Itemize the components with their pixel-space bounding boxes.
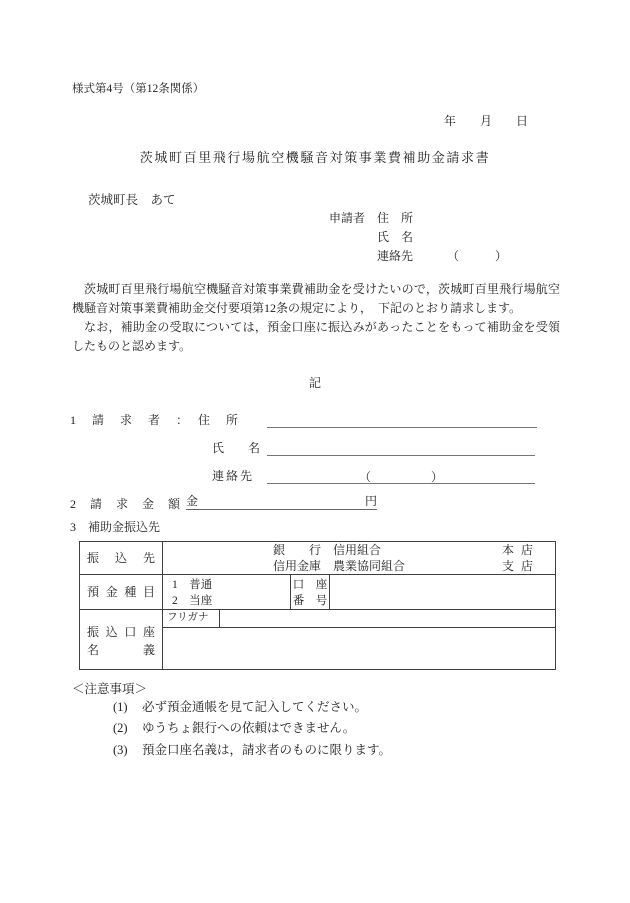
applicant-address-label: 申請者 住 所 [329, 211, 414, 225]
body-paragraph-2: なお，補助金の受取については，預金口座に振込みがあったことをもって補助金を受領したものと認めます。 [72, 320, 560, 354]
account-type-option-2: 2 当座 [172, 595, 213, 607]
claimant-contact-row [212, 468, 535, 484]
claimant-address-label: 1 請 求 者 ： 住 所 [70, 413, 241, 427]
claimant-name-label: 氏 名 [212, 441, 267, 455]
applicant-contact-label: 連絡先 [377, 249, 414, 263]
note-item [72, 718, 391, 739]
account-number-label [291, 575, 330, 609]
note-text: ゆうちょ銀行への依頼はできません。 [142, 721, 356, 736]
applicant-contact-parens: （ ） [447, 249, 508, 263]
note-text: 必ず預金通帳を見て記入してください。 [142, 700, 368, 714]
claimant-address-row [70, 412, 537, 428]
body-text [72, 280, 560, 356]
table-row-bank [80, 542, 555, 575]
account-holder-label [80, 610, 163, 669]
account-type-label: 預金種目 [80, 575, 163, 609]
table-row-account-type [80, 575, 555, 610]
date-line: 年 月 日 [444, 114, 529, 128]
claimant-address-field [267, 412, 537, 428]
furigana-label: フリガナ [163, 610, 220, 627]
account-number-label-line2: 番 号 [292, 595, 328, 607]
claimant-contact-label: 連絡先 [212, 469, 255, 483]
account-holder-label-line2: 名義 [87, 643, 155, 657]
applicant-contact-row [329, 247, 507, 266]
applicant-block [329, 209, 507, 266]
notes-heading: ＜注意事項＞ [72, 682, 148, 696]
note-text: 預金口座名義は，請求者のものに限ります。 [142, 742, 392, 757]
document-title: 茨城町百里飛行場航空機騒音対策事業費補助金請求書 [139, 150, 491, 165]
bank-type-line1: 銀 行 信用組合 [273, 543, 382, 557]
branch-options [502, 543, 535, 574]
amount-label: 2 請 求 金 額 [70, 497, 182, 511]
bank-row-content [163, 542, 555, 574]
account-type-options [163, 575, 291, 609]
note-number: (3) [113, 742, 128, 757]
amount-yen: 円 [364, 494, 377, 508]
claimant-contact-field: （ ） [267, 468, 535, 484]
bank-type-line2: 信用金庫 農業協同組合 [273, 558, 406, 573]
applicant-name-label: 氏 名 [377, 230, 414, 244]
note-item [72, 697, 391, 718]
bank-table [79, 541, 556, 670]
notes-section [72, 679, 391, 761]
claimant-name-row [212, 440, 535, 456]
account-number-label-line1: 口 座 [292, 579, 328, 591]
note-item [72, 740, 391, 761]
addressee: 茨城町長 あて [88, 193, 176, 207]
body-paragraph-1: 茨城町百里飛行場航空機騒音対策事業費補助金を受けたいので，茨城町百里飛行場航空機騒音対策事業費補助金交付要項第12条の規定により， 下記のとおり請求します。 [72, 282, 560, 316]
note-number: (2) [113, 721, 128, 736]
furigana-row [163, 610, 555, 628]
account-type-option-1: 1 普通 [172, 579, 213, 591]
account-number-field [330, 575, 555, 609]
furigana-field [220, 610, 555, 627]
form-number: 様式第4号（第12条関係） [72, 83, 205, 95]
branch-line2: 支 店 [501, 558, 535, 573]
table-row-account-holder [80, 610, 555, 669]
account-holder-label-line1: 振込口座 [87, 625, 155, 639]
note-number: (1) [113, 700, 128, 714]
claimant-name-field [267, 440, 535, 456]
bank-row-label: 振込先 [80, 542, 163, 574]
ki-heading: 記 [308, 376, 321, 390]
account-holder-name-field [163, 628, 555, 669]
transfer-section-label: 3 補助金振込先 [70, 520, 161, 534]
account-holder-content [163, 610, 555, 669]
branch-line1: 本 店 [501, 543, 535, 557]
amount-kin: 金 [186, 494, 199, 508]
amount-field [186, 494, 377, 510]
